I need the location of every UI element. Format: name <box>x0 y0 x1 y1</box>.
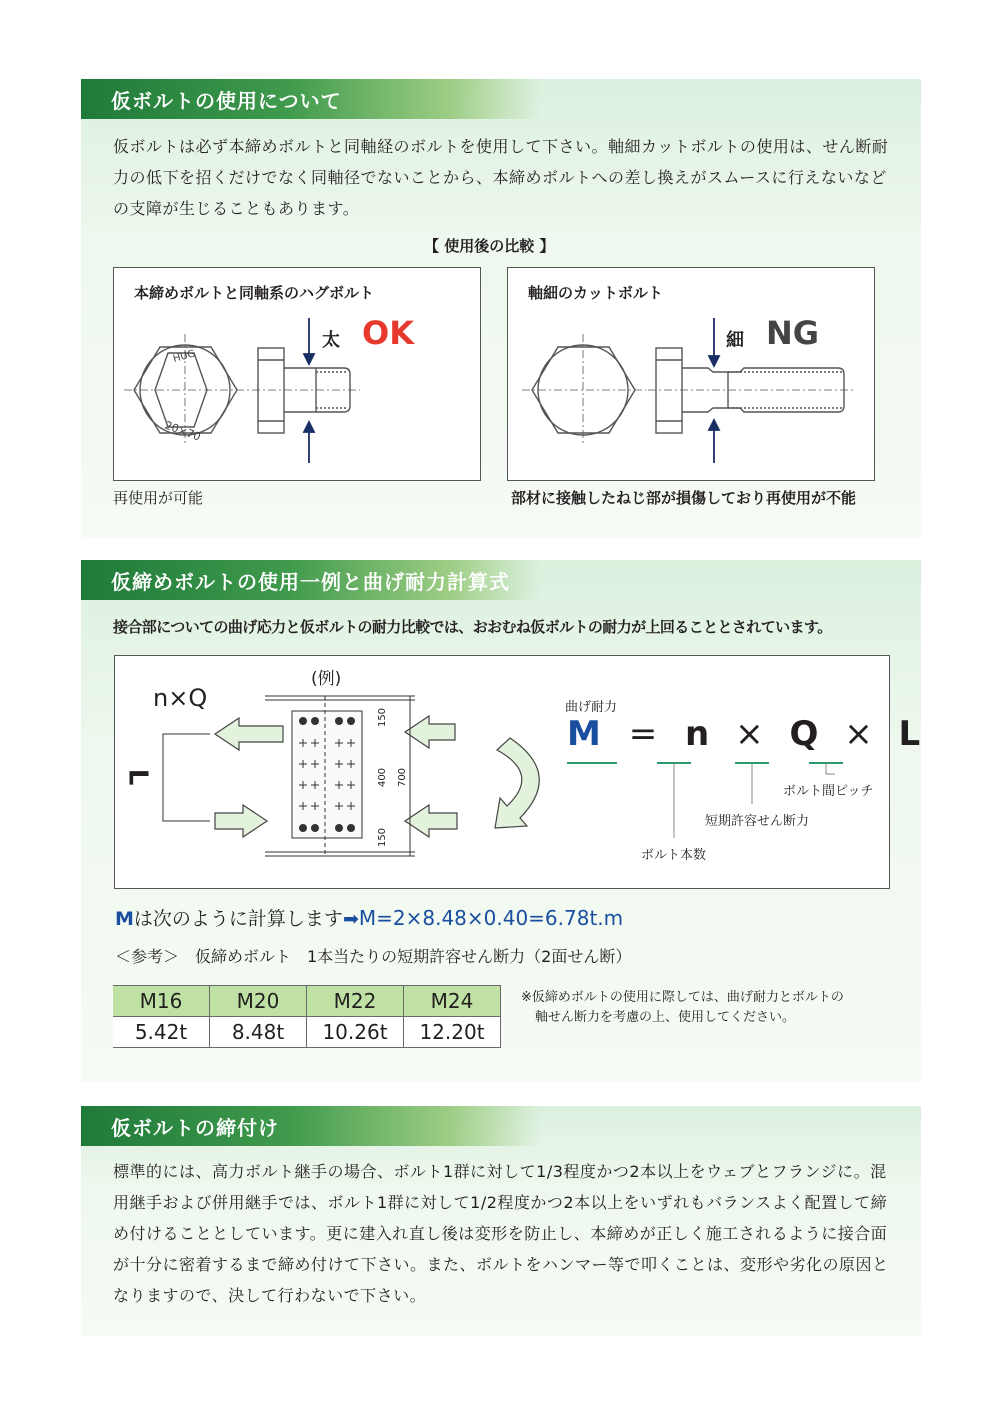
dim-400: 400 <box>377 767 389 788</box>
table-header-cell: M22 <box>307 986 404 1017</box>
caption-not-reusable: 部材に接触したねじ部が損傷しており再使用が不能 <box>511 489 857 507</box>
dim-150-top: 150 <box>377 707 389 728</box>
l-label: L <box>122 768 153 786</box>
splice-plate <box>292 711 362 838</box>
annotation-count: ボルト本数 <box>641 848 707 863</box>
formula <box>567 714 920 754</box>
annotation-shear: 短期許容せん断力 <box>705 814 810 829</box>
formula-q: Q <box>789 714 819 754</box>
arrow-right-top <box>405 716 455 748</box>
calc-m: M <box>115 908 134 930</box>
section-title: 仮ボルトの締付け <box>111 1116 279 1140</box>
compare-box-ng <box>507 267 875 481</box>
annotation-pitch: ボルト間ピッチ <box>783 784 874 799</box>
table-header-row <box>113 986 501 1017</box>
reference-line: ＜参考＞ 仮締めボルト 1本当たりの短期許容せん断力（2面せん断） <box>115 947 632 966</box>
connection-diagram <box>115 656 889 888</box>
formula-x2: × <box>844 714 873 754</box>
section-title: 仮ボルトの使用について <box>111 89 342 113</box>
section-header-bar <box>81 1106 541 1146</box>
thinness-mark: 細 <box>726 330 744 351</box>
dim-700: 700 <box>397 767 409 788</box>
caption-reusable: 再使用が可能 <box>113 489 204 507</box>
thickness-mark: 太 <box>322 330 340 351</box>
calc-text: は次のように計算します <box>133 908 343 930</box>
size-head-text: 20×70 <box>162 418 203 444</box>
formula-n: n <box>685 714 710 754</box>
hug-head-text: HUG <box>171 348 197 365</box>
verdict-ng: NG <box>766 314 820 352</box>
moment-diagram-box <box>114 655 921 889</box>
compare-box-title: 本締めボルトと同軸系のハグボルト <box>134 284 375 302</box>
verdict-ok: OK <box>362 314 414 352</box>
arrow-up-head <box>304 422 314 432</box>
table-cell: 10.26t <box>307 1017 404 1048</box>
table-cell: 8.48t <box>210 1017 307 1048</box>
section-temp-bolt-usage <box>81 79 921 537</box>
formula-eq: = <box>628 714 658 754</box>
table-header-cell: M24 <box>404 986 501 1017</box>
section-paragraph: 標準的には、高力ボルト継手の場合、ボルト1群に対して1/3程度かつ2本以上をウェブとフランジに。混用継手および併用継手では、ボルト1群に対して1/2程度かつ2本以上をいずれもバランスよく配置して締め付けることとしています。更に建入れ直し後は変形を防止し、本締めが正しく施工されるように接合面が十分に密着するまで締め付けて下さい。また、ボルトをハンマー等で叩くことは、変形や劣化の原因となりますので、決して行わないで下さい。 <box>113 1162 889 1305</box>
dim-150-bottom: 150 <box>377 827 389 848</box>
section-title: 仮締めボルトの使用一例と曲げ耐力計算式 <box>111 570 510 594</box>
comparison-title: 【 使用後の比較 】 <box>424 237 555 255</box>
calc-result: M=2×8.48×0.40=6.78t.m <box>358 906 624 930</box>
note-line-2: 軸せん断力を考慮の上、使用してください。 <box>535 1010 796 1025</box>
formula-l: L <box>898 714 921 754</box>
bolt-head-side <box>656 348 682 433</box>
note-line-1: ※仮締めボルトの使用に際しては、曲げ耐力とボルトの <box>521 990 844 1005</box>
l-bracket <box>163 734 210 821</box>
section-paragraph: 仮ボルトは必ず本締めボルトと同軸経のボルトを使用して下さい。軸細カットボルトの使用は、せん断耐力の低下を招くだけでなく同軸径でないことから、本締めボルトへの差し換えがスムースに行えないなどの支障が生じることもあります。 <box>113 137 889 218</box>
example-label: (例) <box>311 669 342 689</box>
formula-m: M <box>567 714 601 754</box>
table-header-cell: M20 <box>210 986 307 1017</box>
hug-bolt-drawing <box>114 268 480 480</box>
table-cell: 5.42t <box>113 1017 210 1048</box>
calculation-line <box>115 904 623 931</box>
section-temp-bolt-tightening <box>81 1106 921 1336</box>
arrow-down-head <box>304 354 314 364</box>
shear-capacity-table <box>113 985 501 1048</box>
rotation-arrow <box>495 738 539 828</box>
nq-label: n×Q <box>153 684 208 712</box>
arrow-left-bottom <box>405 805 457 837</box>
compare-box-title: 軸細のカットボルト <box>528 284 663 302</box>
section-intro: 接合部についての曲げ応力と仮ボルトの耐力比較では、おおむね仮ボルトの耐力が上回ることとされています。 <box>113 618 832 636</box>
section-header-bar <box>81 560 541 600</box>
bolt-head-side <box>258 348 284 433</box>
formula-label: 曲げ耐力 <box>565 700 618 715</box>
section-header-bar <box>81 79 541 119</box>
table-header-cell: M16 <box>113 986 210 1017</box>
compare-box-ok <box>113 267 481 481</box>
table-row <box>113 1017 501 1048</box>
arrow-right-bottom <box>215 805 267 837</box>
cut-bolt-drawing <box>508 268 874 480</box>
table-cell: 12.20t <box>404 1017 501 1048</box>
arrow-icon: ➡ <box>342 908 359 930</box>
formula-x1: × <box>735 714 764 754</box>
arrow-left-top <box>215 718 283 750</box>
